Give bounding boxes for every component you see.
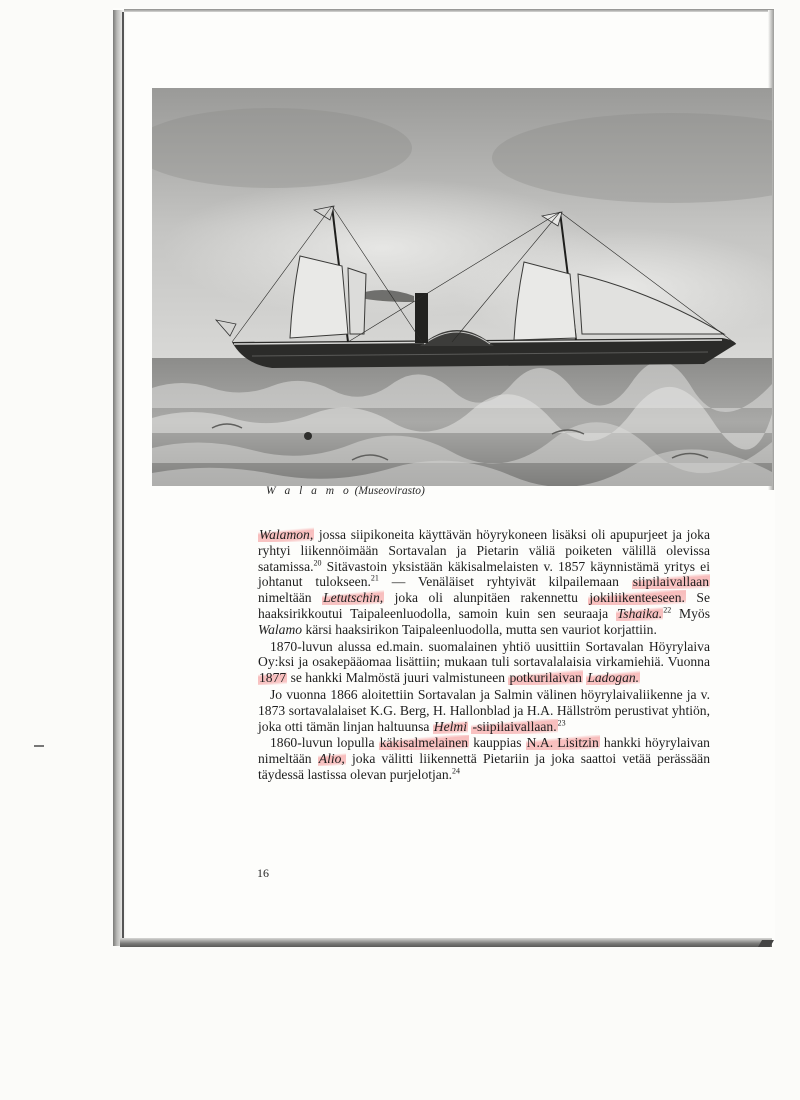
paragraph bbox=[258, 735, 710, 782]
text-run: Walamo bbox=[258, 621, 303, 637]
text-run: Se haaksirikkoutui Taipaleenluodolla, samoin kuin sen seuraaja bbox=[258, 590, 711, 621]
highlighted-text: potkurilaivan bbox=[509, 670, 582, 686]
text-run: kauppias bbox=[469, 735, 526, 751]
text-run: jossa siipikoneita käyttävän höyrykoneen lisäksi oli apupurjeet ja joka ryhtyi liikennöimään Sortavalan ja Pietarin väliä poiketen välillä olevissa satamissa. bbox=[258, 527, 710, 574]
footnote-ref: 22 bbox=[663, 605, 672, 615]
highlighted-text: Helmi bbox=[433, 718, 468, 734]
image-caption bbox=[266, 485, 425, 497]
text-run: kärsi haaksirikon Taipaleenluodolla, mutta sen vauriot korjattiin. bbox=[302, 621, 657, 637]
page-bottom-edge bbox=[120, 938, 772, 947]
caption-credit: (Museovirasto) bbox=[354, 485, 425, 497]
text-run: Myös bbox=[671, 605, 710, 621]
paragraph bbox=[258, 687, 710, 734]
text-run: se hankki Malmöstä juuri valmistuneen bbox=[287, 670, 509, 686]
highlighted-text: siipilaivallaan bbox=[632, 574, 709, 590]
highlighted-text: N.A. Lisitzin bbox=[526, 735, 599, 751]
footnote-ref: 20 bbox=[313, 558, 322, 568]
highlighted-text: 1877 bbox=[259, 670, 287, 686]
caption-ship-name: W a l a m o bbox=[266, 485, 352, 497]
text-run: hankki höyrylaivan nimeltään bbox=[258, 735, 710, 767]
footnote-ref: 24 bbox=[452, 766, 461, 776]
text-run: joka välitti liikennettä Pietariin ja joka saattoi vetää perässään täydessä lastissa olevan purjelotjan. bbox=[258, 751, 710, 782]
scan-artifact bbox=[34, 745, 44, 747]
paragraph bbox=[258, 639, 710, 686]
page-number: 16 bbox=[257, 866, 269, 880]
highlighted-text: Alio, bbox=[318, 751, 345, 767]
page-left-edge-shadow bbox=[113, 10, 126, 946]
highlighted-text: Tshaika. bbox=[616, 605, 663, 621]
highlighted-text: jokiliikenteeseen. bbox=[589, 590, 685, 606]
text-run: — Venäläiset ryhtyivät kilpailemaan bbox=[378, 574, 632, 590]
highlighted-text: Ladogan. bbox=[587, 670, 640, 686]
body-text bbox=[258, 527, 710, 783]
footnote-ref: 23 bbox=[557, 718, 566, 728]
highlighted-text: Letutschin, bbox=[323, 590, 384, 606]
steamship-illustration bbox=[152, 88, 772, 486]
highlighted-text: käkisalmelainen bbox=[379, 735, 469, 751]
paragraph bbox=[258, 527, 710, 638]
highlighted-text: -siipilaivallaan. bbox=[472, 718, 557, 734]
page-top-edge bbox=[124, 9, 774, 12]
text-run: 1870-luvun alussa ed.main. suomalainen yhtiö uusittiin Sortavalan Höyrylaiva Oy:ksi ja osakepääomaa lisättiin; mukaan tuli sortavalalaisia virkamiehiä. Vuonna bbox=[258, 638, 710, 670]
page-left-edge-line bbox=[122, 12, 124, 938]
text-run: nimeltään bbox=[258, 590, 323, 606]
text-run: Jo vuonna 1866 aloitettiin Sortavalan ja Salmin välinen höyrylaivaliikenne ja v. 1873 sortavalalaiset K.G. Berg, H. Hallonblad ja H.A. Hällström perustivat yhtiön, joka otti tämän linjan haltuunsa bbox=[258, 686, 710, 734]
text-run: 1860-luvun lopulla bbox=[270, 735, 379, 751]
text-run: Sitävastoin yksistään käkisalmelaisten v. 1857 käynnistämä yritys ei johtanut tulokseen. bbox=[258, 558, 710, 590]
footnote-ref: 21 bbox=[370, 573, 379, 583]
text-run: joka oli alunpitäen rakennettu bbox=[384, 590, 589, 606]
highlighted-text: Walamon, bbox=[259, 527, 314, 542]
